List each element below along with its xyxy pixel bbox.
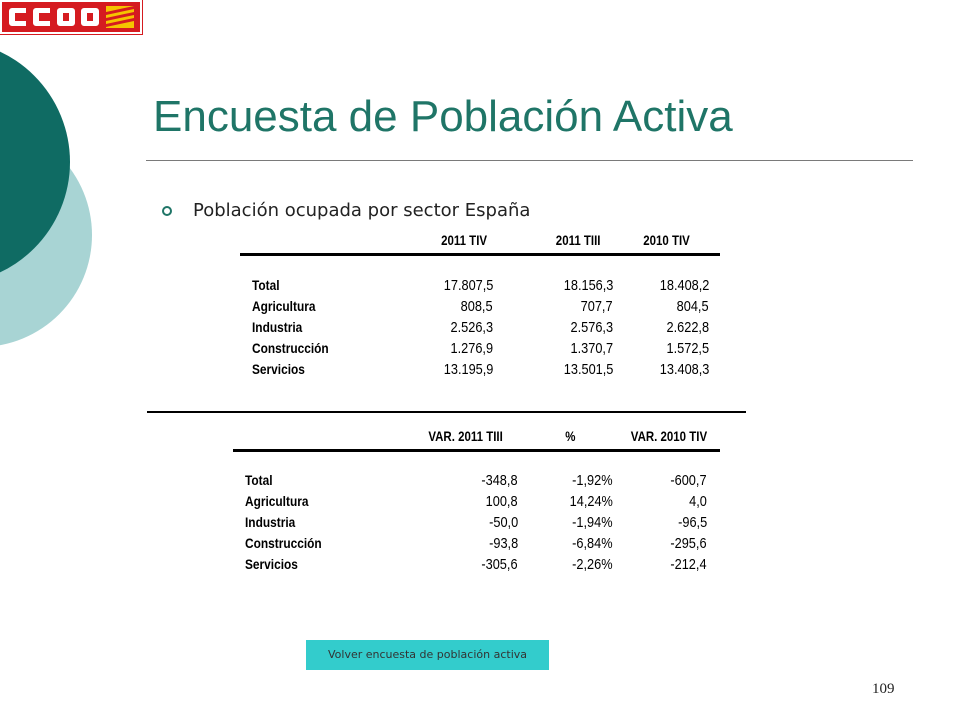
cell-value: -2,26%: [572, 556, 613, 573]
table2-header-rule: [233, 449, 720, 452]
subtitle: Población ocupada por sector España: [193, 200, 531, 221]
cell-value: 17.807,5: [443, 277, 493, 294]
page-title: Encuesta de Población Activa: [153, 92, 733, 141]
table2-header-percent: %: [564, 428, 575, 444]
table-row: [233, 493, 720, 514]
table-row: [233, 472, 720, 493]
cell-value: -600,7: [670, 472, 707, 489]
row-label: Industria: [252, 319, 303, 335]
table1-header-rule: [240, 253, 720, 256]
cell-value: -212,4: [670, 556, 707, 573]
table-row: [240, 340, 720, 361]
table-row: [233, 514, 720, 535]
title-divider: [146, 160, 913, 161]
table1-header-2011-tiv: 2011 TIV: [441, 232, 487, 248]
cell-value: -93,8: [488, 535, 518, 552]
cell-value: -305,6: [481, 556, 518, 573]
table-row: [233, 556, 720, 577]
cell-value: 808,5: [461, 298, 493, 315]
cell-value: -96,5: [677, 514, 707, 531]
table2-header-var-2011-tiii: VAR. 2011 TIII: [428, 428, 503, 444]
page-number: 109: [872, 681, 895, 697]
section-divider: [147, 411, 746, 413]
decorative-circles: [0, 0, 100, 380]
bullet-icon: [162, 206, 172, 216]
cell-value: 13.408,3: [659, 361, 709, 378]
ccoo-logo: [0, 0, 142, 34]
cell-value: 100,8: [486, 493, 518, 510]
cell-value: 13.195,9: [443, 361, 493, 378]
cell-value: -1,92%: [572, 472, 613, 489]
cell-value: 2.622,8: [666, 319, 709, 336]
variation-table: [233, 428, 720, 578]
table2-header-var-2010-tiv: VAR. 2010 TIV: [630, 428, 707, 444]
cell-value: 1.370,7: [570, 340, 613, 357]
table1-header-2011-tiii: 2011 TIII: [555, 232, 600, 248]
cell-value: 804,5: [677, 298, 709, 315]
cell-value: -348,8: [481, 472, 518, 489]
row-label: Agricultura: [252, 298, 316, 314]
cell-value: 2.576,3: [570, 319, 613, 336]
table1-header-2010-tiv: 2010 TIV: [643, 232, 690, 248]
cell-value: 18.408,2: [659, 277, 709, 294]
cell-value: 707,7: [581, 298, 613, 315]
row-label: Total: [252, 277, 280, 293]
table-row: [240, 319, 720, 340]
table-row: [240, 361, 720, 382]
cell-value: -295,6: [670, 535, 707, 552]
cell-value: 1.276,9: [450, 340, 493, 357]
back-to-survey-button[interactable]: Volver encuesta de población activa: [306, 640, 549, 670]
row-label: Servicios: [252, 361, 305, 377]
cell-value: 1.572,5: [666, 340, 709, 357]
row-label: Servicios: [245, 556, 298, 572]
employment-table: [240, 232, 720, 382]
table-row: [240, 298, 720, 319]
row-label: Construcción: [252, 340, 329, 356]
cell-value: -6,84%: [572, 535, 613, 552]
cell-value: -1,94%: [572, 514, 613, 531]
row-label: Total: [245, 472, 273, 488]
cell-value: 18.156,3: [563, 277, 613, 294]
row-label: Industria: [245, 514, 296, 530]
cell-value: 13.501,5: [563, 361, 613, 378]
cell-value: -50,0: [488, 514, 518, 531]
table-row: [240, 277, 720, 298]
cell-value: 2.526,3: [450, 319, 493, 336]
cell-value: 4,0: [689, 493, 707, 510]
row-label: Agricultura: [245, 493, 309, 509]
table-row: [233, 535, 720, 556]
row-label: Construcción: [245, 535, 322, 551]
cell-value: 14,24%: [569, 493, 613, 510]
